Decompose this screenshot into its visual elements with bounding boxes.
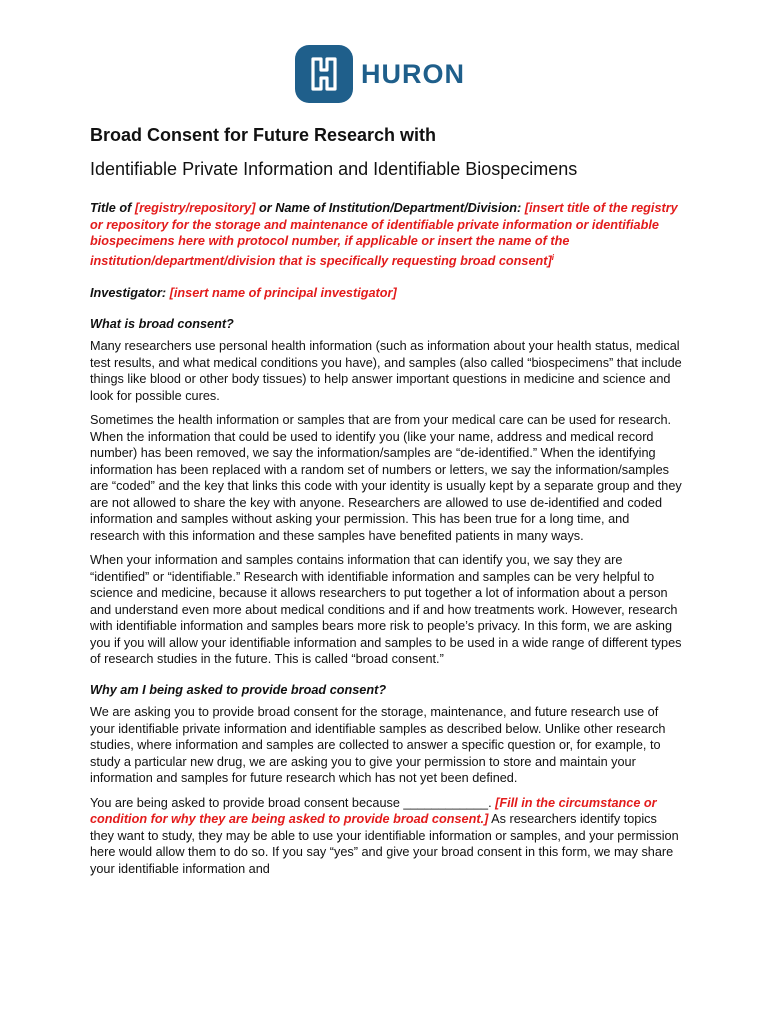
document-body <box>90 120 682 877</box>
section-heading-what-is-broad-consent: What is broad consent? <box>90 316 234 331</box>
huron-h-logo-icon <box>295 45 353 103</box>
section2-paragraph-2 <box>90 795 682 878</box>
section-heading-why-asked: Why am I being asked to provide broad consent? <box>90 682 387 697</box>
title-middle-text: or Name of Institution/Department/Division: <box>255 201 525 215</box>
logo-wordmark: HURON <box>361 58 465 89</box>
investigator-placeholder: [insert name of principal investigator] <box>169 286 397 301</box>
title-label: Title of <box>90 201 135 215</box>
investigator-line <box>90 285 682 302</box>
registry-title-placeholder: [insert title of the registry or repository for the storage and maintenance of identifiable private information or identifiable biospecimens here with protocol number, if applicable or insert the name of the institution/department/division that is specifically requesting broad consent] <box>90 201 678 268</box>
investigator-label: Investigator: <box>90 286 170 301</box>
circumstance-placeholder: [Fill in the circumstance or condition for why they are being asked to provide broad consent.] <box>90 795 657 827</box>
registry-placeholder: [registry/repository] <box>134 201 256 215</box>
footnote-marker: i <box>551 252 554 262</box>
section2-paragraph-1: We are asking you to provide broad consent for the storage, maintenance, and future research use of your identifiable private information and identifiable samples as described below. Unlike other research studies, where information and samples are collected to answer a specific question or, for example, to study a particular new drug, we are asking you to give your permission to store and maintain your information and samples for future research which has not yet been defined. <box>90 705 666 786</box>
document-title: Broad Consent for Future Research with <box>90 125 437 145</box>
title-of-registry-line <box>90 200 682 269</box>
section1-paragraph-2: Sometimes the health information or samples that are from your medical care can be used for research. When the information that could be used to identify you (like your name, address and medical record number) has been removed, we say the information/samples are “de-identified.” When the identifying information has been replaced with a random set of numbers or letters, we say the information/samples are “coded” and the key that links this code with your identity is usually kept by a separate group and they are not allowed to share the key with anyone. Researchers are allowed to use de-identified and coded information and samples without asking your permission. This has been true for a long time, and research with this information and these samples have benefited patients in many ways. <box>90 413 682 543</box>
section1-paragraph-1: Many researchers use personal health information (such as information about your health status, medical test results, and what medical conditions you have), and samples (also called “biospecimens” that include things like blood or other body tissues) to help answer important questions in medicine and science and look for possible cures. <box>90 339 682 403</box>
huron-logo <box>295 45 465 103</box>
section1-paragraph-3: When your information and samples contains information that can identify you, we say they are “identified” or “identifiable.” Research with identifiable information and samples can be very helpful to science and medicine, because it allows researchers to put together a lot of information about a person and understand even more about medical conditions and if and how treatments work. However, research with identifiable information and samples bears more risk to people’s privacy. In this form, we are asking you if you will allow your identifiable information and samples to be used in a wide range of different types of research studies in the future. This is called “broad consent.” <box>90 553 682 667</box>
reason-continued-text: As researchers identify topics they want to study, they may be able to use your identifiable information or samples, and your permission here would allow them to do so. If you say “yes” and give your broad consent in this form, we may share your identifiable information and <box>90 812 679 876</box>
reason-text: You are being asked to provide broad consent because ____________. <box>90 795 496 810</box>
document-subtitle: Identifiable Private Information and Identifiable Biospecimens <box>90 159 578 179</box>
